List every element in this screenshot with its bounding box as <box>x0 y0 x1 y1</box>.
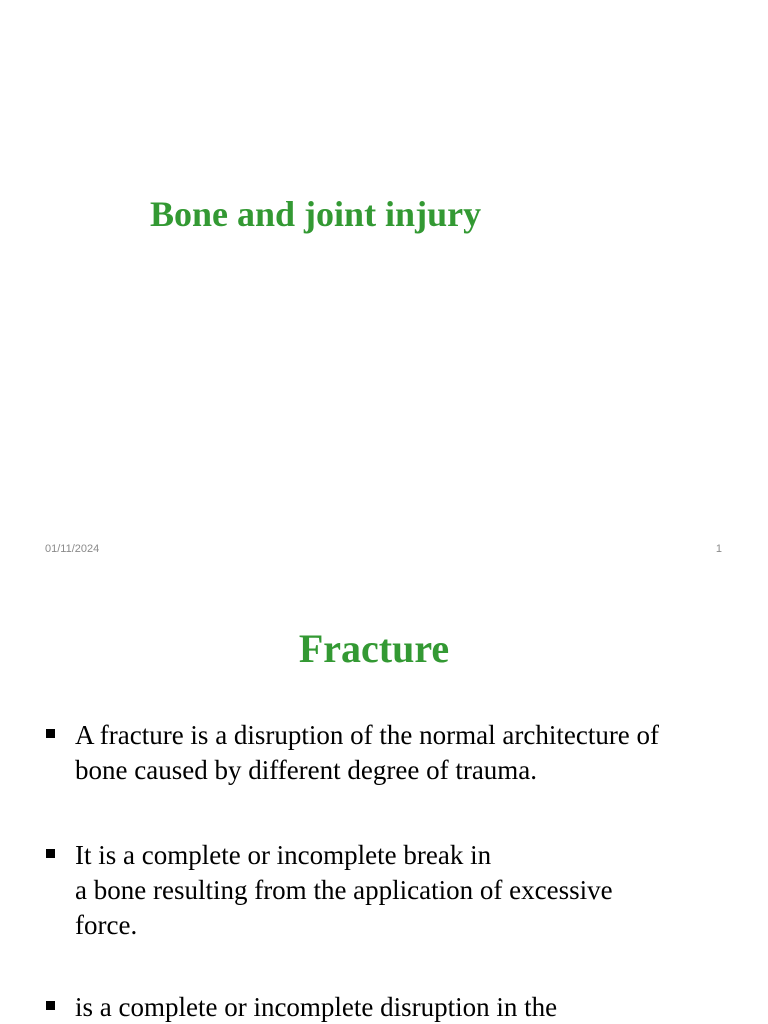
bullet-line: It is a complete or incomplete break in <box>75 840 492 870</box>
slide-title: Fracture <box>298 626 450 671</box>
slide-2 <box>0 576 768 1024</box>
slide-number: 1 <box>715 543 722 555</box>
slide-title: Bone and joint injury <box>150 194 482 234</box>
slide-date: 01/11/2024 <box>45 543 100 555</box>
bullet-text <box>75 718 745 788</box>
bullet-text <box>75 990 745 1024</box>
bullet-line: a bone resulting from the application of excessive <box>75 875 613 905</box>
bullet-line: A fracture is a disruption of the normal architecture of <box>75 720 660 750</box>
bullet-line: bone caused by different degree of trauma. <box>75 755 538 785</box>
bullet-text <box>75 838 745 943</box>
square-bullet-icon <box>46 1001 55 1010</box>
bullet-line: force. <box>75 910 138 940</box>
bullet-line: is a complete or incomplete disruption in the <box>75 992 558 1022</box>
square-bullet-icon <box>46 849 55 858</box>
square-bullet-icon <box>46 729 55 738</box>
